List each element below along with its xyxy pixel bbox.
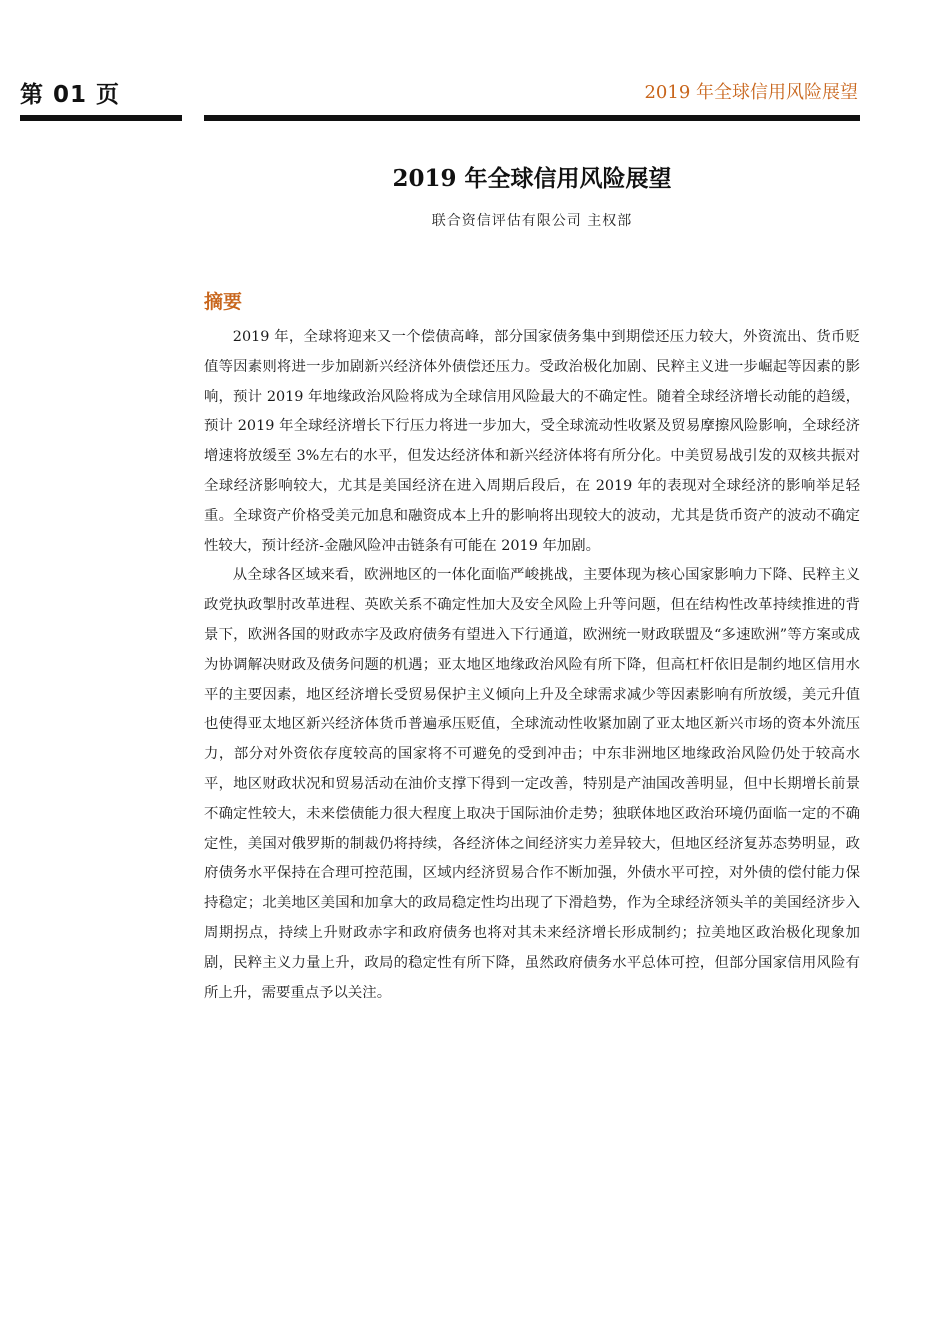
header-rule-left — [20, 115, 182, 121]
page-number-label: 第 01 页 — [20, 82, 121, 108]
abstract-body — [204, 323, 860, 1008]
header-rule-right — [204, 115, 860, 121]
abstract-paragraph-2: 从全球各区域来看，欧洲地区的一体化面临严峻挑战，主要体现为核心国家影响力下降、民粹主义政党执政掣肘改革进程、英欧关系不确定性加大及安全风险上升等问题，但在结构性改革持续推进的背景下，欧洲各国的财政赤字及政府债务有望进入下行通道，欧洲统一财政联盟及“多速欧洲”等方案或成为协调解决财政及债务问题的机遇；亚太地区地缘政治风险有所下降，但高杠杆依旧是制约地区信用水平的主要因素，地区经济增长受贸易保护主义倾向上升及全球需求减少等因素影响有所放缓，美元升值也使得亚太地区新兴经济体货币普遍承压贬值，全球流动性收紧加剧了亚太地区新兴市场的资本外流压力，部分对外资依存度较高的国家将不可避免的受到冲击；中东非洲地区地缘政治风险仍处于较高水平，地区财政状况和贸易活动在油价支撑下得到一定改善，特别是产油国改善明显，但中长期增长前景不确定性较大，未来偿债能力很大程度上取决于国际油价走势；独联体地区政治环境仍面临一定的不确定性，美国对俄罗斯的制裁仍将持续，各经济体之间经济实力差异较大，但地区经济复苏态势明显，政府债务水平保持在合理可控范围，区域内经济贸易合作不断加强，外债水平可控，对外债的偿付能力保持稳定；北美地区美国和加拿大的政局稳定性均出现了下滑趋势，作为全球经济领头羊的美国经济步入周期拐点，持续上升财政赤字和政府债务也将对其未来经济增长形成制约；拉美地区政治极化现象加剧，民粹主义力量上升，政局的稳定性有所下降，虽然政府债务水平总体可控，但部分国家信用风险有所上升，需要重点予以关注。 — [204, 567, 860, 1001]
document-author: 联合资信评估有限公司 主权部 — [431, 213, 633, 229]
document-title: 2019 年全球信用风险展望 — [392, 165, 672, 192]
running-header-title: 2019 年全球信用风险展望 — [644, 82, 858, 103]
abstract-heading: 摘要 — [204, 291, 243, 313]
abstract-paragraph-1: 2019 年，全球将迎来又一个偿债高峰，部分国家债务集中到期偿还压力较大，外资流出、货币贬值等因素则将进一步加剧新兴经济体外债偿还压力。受政治极化加剧、民粹主义进一步崛起等因素的影响，预计 2019 年地缘政治风险将成为全球信用风险最大的不确定性。随着全球经济增长动能的趋缓，预计 2019 年全球经济增长下行压力将进一步加大，受全球流动性收紧及贸易摩擦风险影响，全球经济增速将放缓至 3%左右的水平，但发达经济体和新兴经济体将有所分化。中美贸易战引发的双核共振对全球经济影响较大，尤其是美国经济在进入周期后段后，在 2019 年的表现对全球经济的影响举足轻重。全球资产价格受美元加息和融资成本上升的影响将出现较大的波动，尤其是货币资产的波动不确定性较大，预计经济-金融风险冲击链条有可能在 2019 年加剧。 — [204, 329, 860, 554]
